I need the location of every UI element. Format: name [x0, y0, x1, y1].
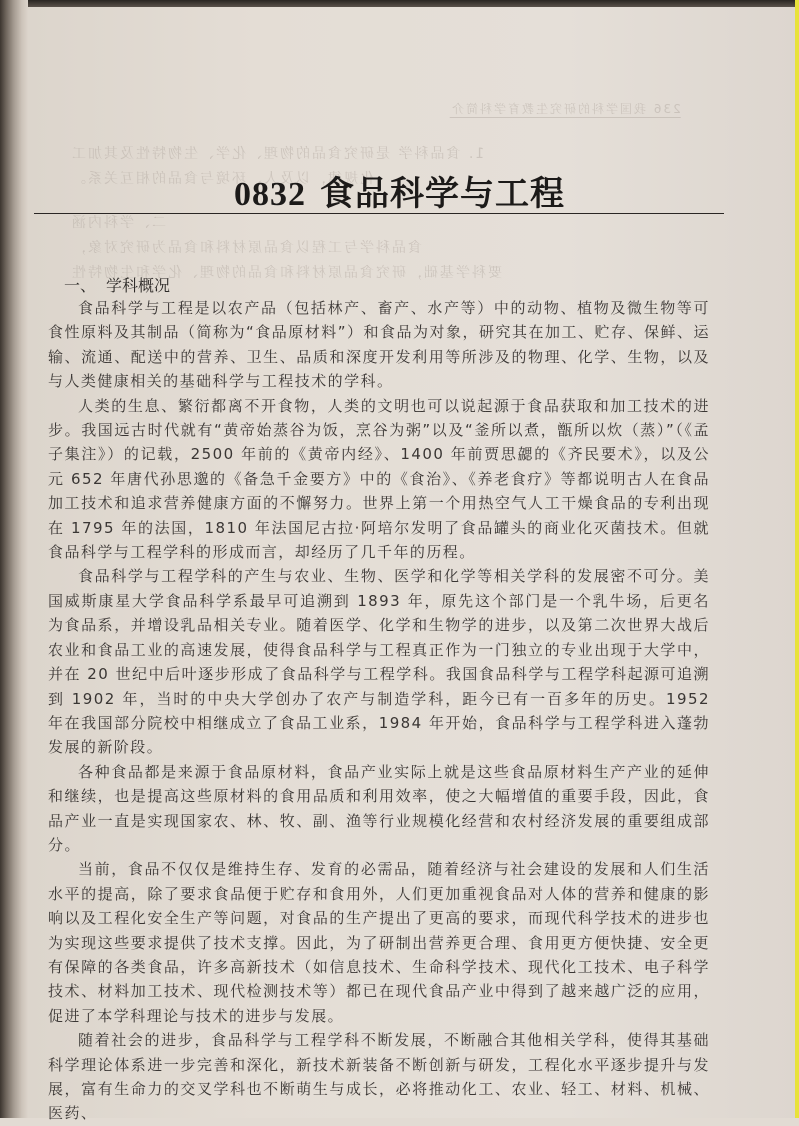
section-heading	[64, 273, 170, 296]
scan-top-edge	[0, 0, 799, 7]
title-divider	[34, 213, 724, 214]
scan-right-edge	[795, 0, 799, 1118]
section-number: 一、	[64, 276, 97, 295]
paragraph-industry: 各种食品都是来源于食品原材料，食品产业实际上就是这些食品原材料生产产业的延伸和继续，也是提高这些原材料的食用品质和利用效率，使之大幅增值的重要手段，因此，食品产业一直是实现国家农、林、牧、副、渔等行业规模化经营和农村经济发展的重要组成部分。	[48, 762, 710, 854]
bleed-through-line: 1. 食品科学 是研究食品的物理、化学、生物特性及其加工	[70, 146, 485, 162]
discipline-name: 食品科学与工程	[320, 174, 565, 214]
page-title	[0, 166, 799, 215]
bleed-through-line: 二、学科内涵	[70, 215, 166, 231]
paragraph-future: 随着社会的进步，食品科学与工程学科不断发展，不断融合其他相关学科，使得其基础科学理论体系进一步完善和深化，新技术新装备不断创新与研发，工程化水平逐步提升与发展，富有生命力的交叉学科也不断萌生与成长，必将推动化工、农业、轻工、材料、机械、医药、	[48, 1031, 710, 1123]
bleed-through-line: 化规律，以及人、环境与食品的相互关系。	[70, 171, 374, 187]
section-title: 学科概况	[106, 276, 171, 295]
paragraph-history: 人类的生息、繁衍都离不开食物，人类的文明也可以说起源于食品获取和加工技术的进步。我国远古时代就有“黄帝始蒸谷为饭，烹谷为粥”以及“釜所以煮，甑所以炊（蒸）”（《孟子集注》）的记载，2500 年前的《黄帝内经》、1400 年前贾思勰的《齐民要术》，以及公元 652 年唐代孙思邈的《备急千金要方》中的《食治》、《养老食疗》等都说明古人在食品加工技术和追求营养健康方面的不懈努力。世界上第一个用热空气人工干燥食品的专利出现在 1795 年的法国，1810 年法国尼古拉·阿培尔发明了食品罐头的商业化灭菌技术。但就食品科学与工程学科的形成而言，却经历了几千年的历程。	[48, 396, 710, 562]
bleed-through-line: 要科学基础，研究食品原材料和食品的物理、化学和生物特性	[70, 265, 502, 281]
paragraph-current-state: 当前，食品不仅仅是维持生存、发育的必需品，随着经济与社会建设的发展和人们生活水平的提高，除了要求食品便于贮存和食用外，人们更加重视食品对人体的营养和健康的影响以及工程化安全生产等问题，对食品的生产提出了更高的要求，而现代科学技术的进步也为实现这些要求提供了技术支撑。因此，为了研制出营养更合理、食用更方便快捷、安全更有保障的各类食品，许多高新技术（如信息技术、生命科学技术、现代化工技术、电子科学技术、材料加工技术、现代检测技术等）都已在现代食品产业中得到了越来越广泛的应用，促进了本学科理论与技术的进步与发展。	[48, 860, 710, 1025]
paragraph-discipline-origin: 食品科学与工程学科的产生与农业、生物、医学和化学等相关学科的发展密不可分。美国威斯康星大学食品科学系最早可追溯到 1893 年，原先这个部门是一个乳牛场，后更名为食品系，并增设乳品相关专业。随着医学、化学和生物学的进步，以及第二次世界大战后农业和食品工业的高速发展，使得食品科学与工程真正作为一门独立的专业出现于大学中，并在 20 世纪中后叶逐步形成了食品科学与工程学科。我国食品科学与工程学科起源可追溯到 1902 年，当时的中央大学创办了农产与制造学科，距今已有一百多年的历史。1952 年在我国部分院校中相继成立了食品工业系，1984 年开始，食品科学与工程学科进入蓬勃发展的新阶段。	[48, 567, 710, 757]
discipline-code: 0832	[234, 176, 306, 213]
paragraph-definition: 食品科学与工程是以农产品（包括林产、畜产、水产等）中的动物、植物及微生物等可食性原料及其制品（简称为“食品原材料”）和食品为对象，研究其在加工、贮存、保鲜、运输、流通、配送中的营养、卫生、品质和深度开发利用等所涉及的物理、化学、生物，以及与人类健康相关的基础科学与工程技术的学科。	[48, 299, 710, 391]
bleed-through-line: 食品科学与工程以食品原材料和食品为研究对象，	[70, 240, 422, 256]
body-text	[48, 296, 710, 1126]
bleed-through-header: 236 我国学科的研究生教育学科简介	[450, 102, 681, 116]
